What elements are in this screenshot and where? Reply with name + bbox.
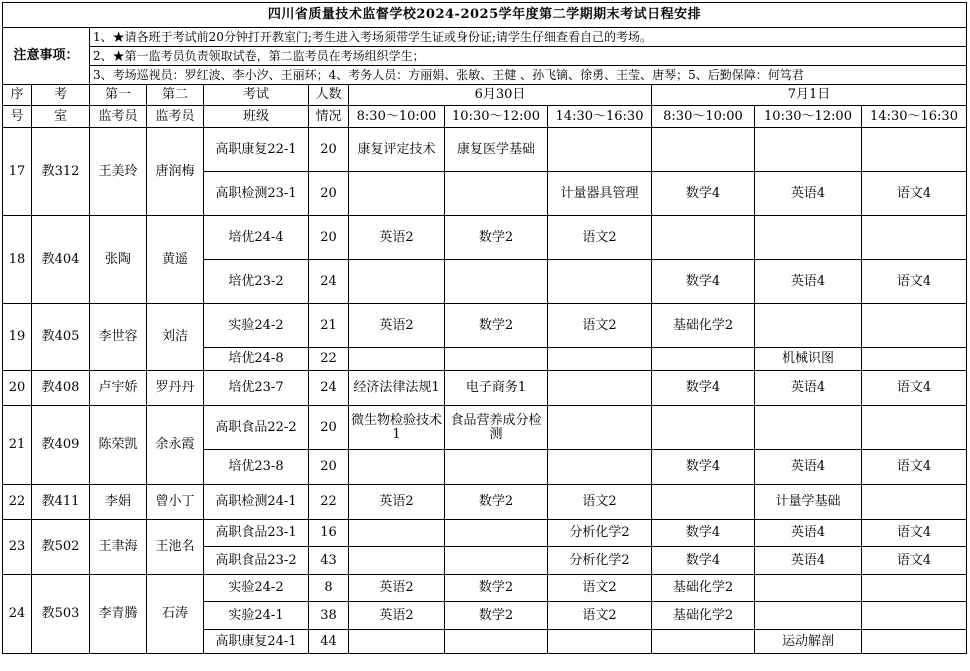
exam-cell (548, 128, 652, 172)
header-day-1: 6月30日 (349, 85, 652, 106)
count-cell: 20 (309, 450, 349, 485)
header-proctor2-bottom: 监考员 (147, 106, 204, 128)
exam-cell: 数学4 (652, 450, 755, 485)
proctor2-cell: 曾小丁 (147, 485, 204, 520)
count-cell: 22 (309, 485, 349, 520)
count-cell: 22 (309, 348, 349, 371)
count-cell: 20 (309, 406, 349, 450)
exam-cell: 英语4 (755, 547, 862, 575)
header-row-1 (3, 85, 967, 106)
notice-line-1: 1、★请各班于考试前20分钟打开教室门;考生进入考场须带学生证或身份证;请学生仔细查看自己的考场。 (90, 28, 967, 47)
seq-cell: 17 (3, 128, 32, 216)
exam-cell (755, 602, 862, 630)
schedule-body (3, 3, 967, 654)
exam-cell (862, 630, 967, 654)
count-cell: 43 (309, 547, 349, 575)
exam-schedule-sheet (2, 2, 966, 654)
proctor2-cell: 余永霞 (147, 406, 204, 485)
exam-cell: 分析化学2 (548, 520, 652, 547)
exam-cell: 英语2 (349, 304, 445, 348)
exam-cell: 计量学基础 (755, 485, 862, 520)
seq-cell: 19 (3, 304, 32, 371)
notice-line-3: 3、考场巡视员：罗红波、李小汐、王丽环；4、考务人员：方丽娟、张敏、王健 、孙飞镝、徐勇、王莹、唐琴；5、后勤保障：何笃君 (90, 66, 967, 85)
exam-cell: 电子商务1 (445, 371, 548, 406)
exam-cell: 经济法律法规1 (349, 371, 445, 406)
exam-cell (445, 630, 548, 654)
room-cell: 教405 (32, 304, 90, 371)
header-class-top: 考试 (204, 85, 309, 106)
class-cell: 实验24-2 (204, 304, 309, 348)
exam-cell (652, 485, 755, 520)
proctor2-cell: 王池名 (147, 520, 204, 575)
exam-cell (349, 520, 445, 547)
exam-cell (349, 547, 445, 575)
exam-cell (548, 371, 652, 406)
exam-cell: 英语4 (755, 371, 862, 406)
notice-row-1 (3, 28, 967, 47)
exam-cell (652, 406, 755, 450)
exam-cell: 英语2 (349, 602, 445, 630)
table-row (3, 575, 967, 602)
class-cell: 高职康复22-1 (204, 128, 309, 172)
exam-cell (445, 260, 548, 304)
header-room-bottom: 室 (32, 106, 90, 128)
exam-cell: 数学4 (652, 547, 755, 575)
exam-cell: 语文4 (862, 547, 967, 575)
exam-cell (755, 216, 862, 260)
header-proctor1-bottom: 监考员 (90, 106, 147, 128)
exam-cell: 语文2 (548, 602, 652, 630)
exam-cell: 英语2 (349, 485, 445, 520)
exam-cell (755, 128, 862, 172)
exam-cell (862, 304, 967, 348)
seq-cell: 24 (3, 575, 32, 654)
header-class-bottom: 班级 (204, 106, 309, 128)
proctor1-cell: 陈荣凯 (90, 406, 147, 485)
count-cell: 8 (309, 575, 349, 602)
header-seq-top: 序 (3, 85, 32, 106)
exam-cell (652, 348, 755, 371)
exam-cell (755, 575, 862, 602)
exam-cell (862, 575, 967, 602)
exam-cell: 基础化学2 (652, 304, 755, 348)
class-cell: 实验24-1 (204, 602, 309, 630)
exam-cell: 基础化学2 (652, 575, 755, 602)
notice-row-2 (3, 47, 967, 66)
count-cell: 21 (309, 304, 349, 348)
header-day-2: 7月1日 (652, 85, 967, 106)
class-cell: 培优24-4 (204, 216, 309, 260)
notice-label: 注意事项： (3, 28, 90, 85)
header-proctor1-top: 第一 (90, 85, 147, 106)
proctor1-cell: 李娟 (90, 485, 147, 520)
count-cell: 20 (309, 216, 349, 260)
exam-cell: 康复评定技术 (349, 128, 445, 172)
proctor2-cell: 刘洁 (147, 304, 204, 371)
exam-cell (755, 406, 862, 450)
class-cell: 高职康复24-1 (204, 630, 309, 654)
seq-cell: 20 (3, 371, 32, 406)
room-cell: 教408 (32, 371, 90, 406)
exam-cell (349, 450, 445, 485)
header-proctor2-top: 第二 (147, 85, 204, 106)
exam-cell (755, 304, 862, 348)
table-row (3, 128, 967, 172)
header-row-2 (3, 106, 967, 128)
notice-line-2: 2、★第一监考员负责领取试卷，第二监考员在考场组织学生； (90, 47, 967, 66)
table-row (3, 485, 967, 520)
room-cell: 教411 (32, 485, 90, 520)
class-cell: 培优23-2 (204, 260, 309, 304)
notice-row-3 (3, 66, 967, 85)
exam-schedule-table (2, 2, 967, 654)
exam-cell: 英语2 (349, 216, 445, 260)
exam-cell: 微生物检验技术1 (349, 406, 445, 450)
exam-cell (445, 520, 548, 547)
exam-cell (548, 260, 652, 304)
header-count-bottom: 情况 (309, 106, 349, 128)
room-cell: 教503 (32, 575, 90, 654)
exam-cell (445, 348, 548, 371)
exam-cell: 数学2 (445, 304, 548, 348)
seq-cell: 23 (3, 520, 32, 575)
exam-cell (548, 406, 652, 450)
header-seq-bottom: 号 (3, 106, 32, 128)
table-row (3, 304, 967, 348)
room-cell: 教409 (32, 406, 90, 485)
header-slot: 10:30～12:00 (445, 106, 548, 128)
exam-cell (548, 450, 652, 485)
exam-cell: 计量器具管理 (548, 172, 652, 216)
exam-cell (349, 172, 445, 216)
exam-cell: 语文2 (548, 485, 652, 520)
exam-cell: 数学2 (445, 602, 548, 630)
proctor2-cell: 石涛 (147, 575, 204, 654)
proctor1-cell: 卢宇娇 (90, 371, 147, 406)
exam-cell: 运动解剖 (755, 630, 862, 654)
header-slot: 10:30～12:00 (755, 106, 862, 128)
proctor2-cell: 罗丹丹 (147, 371, 204, 406)
exam-cell (862, 128, 967, 172)
exam-cell (862, 485, 967, 520)
table-row (3, 216, 967, 260)
exam-cell (445, 450, 548, 485)
table-row (3, 406, 967, 450)
exam-cell (862, 406, 967, 450)
header-slot: 8:30～10:00 (652, 106, 755, 128)
exam-cell: 语文4 (862, 371, 967, 406)
exam-cell: 分析化学2 (548, 547, 652, 575)
table-row (3, 520, 967, 547)
count-cell: 20 (309, 172, 349, 216)
proctor1-cell: 李世容 (90, 304, 147, 371)
count-cell: 24 (309, 260, 349, 304)
exam-cell (652, 128, 755, 172)
count-cell: 38 (309, 602, 349, 630)
exam-cell (862, 216, 967, 260)
exam-cell: 语文4 (862, 450, 967, 485)
exam-cell: 数学4 (652, 371, 755, 406)
exam-cell (652, 630, 755, 654)
seq-cell: 21 (3, 406, 32, 485)
exam-cell: 数学2 (445, 575, 548, 602)
exam-cell (349, 630, 445, 654)
exam-cell: 语文2 (548, 216, 652, 260)
exam-cell (652, 216, 755, 260)
room-cell: 教312 (32, 128, 90, 216)
exam-cell: 语文2 (548, 575, 652, 602)
exam-cell: 语文4 (862, 520, 967, 547)
seq-cell: 22 (3, 485, 32, 520)
class-cell: 实验24-2 (204, 575, 309, 602)
proctor2-cell: 唐润梅 (147, 128, 204, 216)
exam-cell: 语文2 (548, 304, 652, 348)
class-cell: 高职检测23-1 (204, 172, 309, 216)
class-cell: 高职食品23-2 (204, 547, 309, 575)
exam-cell: 机械识图 (755, 348, 862, 371)
seq-cell: 18 (3, 216, 32, 304)
exam-cell (548, 348, 652, 371)
count-cell: 20 (309, 128, 349, 172)
class-cell: 培优24-8 (204, 348, 309, 371)
exam-cell (445, 547, 548, 575)
title-row (3, 3, 967, 28)
exam-cell: 英语4 (755, 260, 862, 304)
exam-cell: 数学2 (445, 485, 548, 520)
proctor1-cell: 李青腾 (90, 575, 147, 654)
proctor1-cell: 王聿海 (90, 520, 147, 575)
exam-cell (349, 260, 445, 304)
class-cell: 培优23-8 (204, 450, 309, 485)
class-cell: 培优23-7 (204, 371, 309, 406)
exam-cell: 数学4 (652, 172, 755, 216)
exam-cell (445, 172, 548, 216)
exam-cell: 英语4 (755, 450, 862, 485)
header-slot: 8:30～10:00 (349, 106, 445, 128)
exam-cell (548, 630, 652, 654)
exam-cell: 食品营养成分检测 (445, 406, 548, 450)
count-cell: 24 (309, 371, 349, 406)
header-room-top: 考 (32, 85, 90, 106)
proctor1-cell: 王美玲 (90, 128, 147, 216)
room-cell: 教404 (32, 216, 90, 304)
class-cell: 高职检测24-1 (204, 485, 309, 520)
count-cell: 44 (309, 630, 349, 654)
exam-cell (862, 348, 967, 371)
exam-cell: 语文4 (862, 172, 967, 216)
exam-cell: 康复医学基础 (445, 128, 548, 172)
exam-cell: 语文4 (862, 260, 967, 304)
room-cell: 教502 (32, 520, 90, 575)
class-cell: 高职食品23-1 (204, 520, 309, 547)
count-cell: 16 (309, 520, 349, 547)
header-slot: 14:30～16:30 (862, 106, 967, 128)
proctor1-cell: 张陶 (90, 216, 147, 304)
class-cell: 高职食品22-2 (204, 406, 309, 450)
exam-cell: 数学2 (445, 216, 548, 260)
header-count-top: 人数 (309, 85, 349, 106)
exam-cell: 英语4 (755, 172, 862, 216)
exam-cell: 英语2 (349, 575, 445, 602)
header-slot: 14:30～16:30 (548, 106, 652, 128)
exam-cell (349, 348, 445, 371)
table-row (3, 371, 967, 406)
exam-cell: 基础化学2 (652, 602, 755, 630)
exam-cell: 数学4 (652, 260, 755, 304)
exam-cell: 数学4 (652, 520, 755, 547)
exam-cell (862, 602, 967, 630)
proctor2-cell: 黄遥 (147, 216, 204, 304)
schedule-title: 四川省质量技术监督学校2024-2025学年度第二学期期末考试日程安排 (3, 3, 967, 28)
exam-cell: 英语4 (755, 520, 862, 547)
